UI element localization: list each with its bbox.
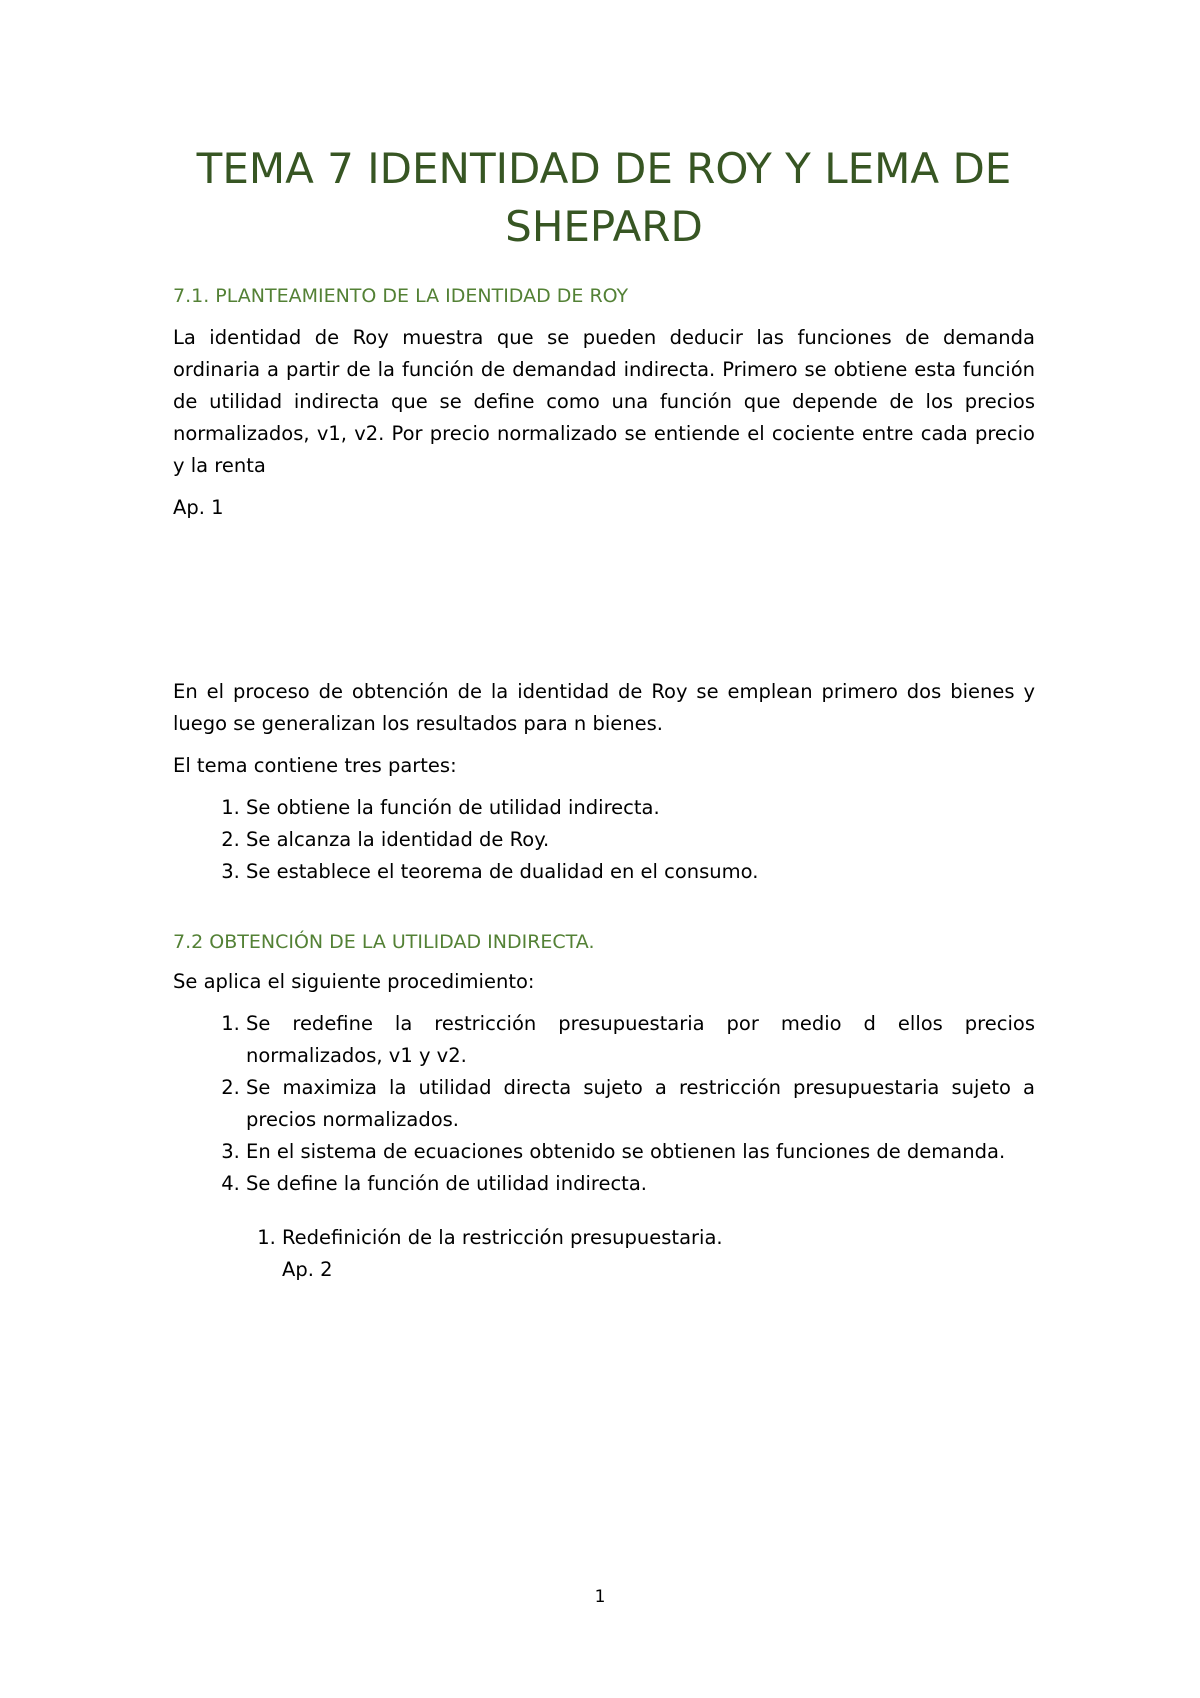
section1-parts-list (173, 792, 1035, 888)
appendix-reference-1: Ap. 1 (173, 496, 224, 519)
document-title: TEMA 7 IDENTIDAD DE ROY Y LEMA DE SHEPARD (196, 144, 1012, 251)
document-page (173, 140, 1035, 1286)
list-item (282, 1222, 1035, 1286)
substep-title: Redefinición de la restricción presupuestaria. (282, 1226, 723, 1249)
section-heading-7-2: 7.2 OBTENCIÓN DE LA UTILIDAD INDIRECTA. (173, 931, 595, 953)
section2-substeps-list (173, 1222, 1035, 1286)
section2-steps-list (173, 1008, 1035, 1200)
list-item: 2. Se alcanza la identidad de Roy. (246, 824, 1035, 856)
section1-intro-paragraph: La identidad de Roy muestra que se pueden deducir las funciones de demanda ordinaria a partir de la función de demandad indirecta. Primero se obtiene esta función de utilidad indirecta que se define como una función que depende de los precios normalizados, v1, v2. Por precio normalizado se entiende el cociente entre cada precio y la renta (173, 326, 1035, 477)
list-item: 2. Se maximiza la utilidad directa sujeto a restricción presupuestaria sujeto a precios normalizados. (246, 1072, 1035, 1136)
list-item: 3. En el sistema de ecuaciones obtenido se obtienen las funciones de demanda. (246, 1136, 1035, 1168)
section2-intro: Se aplica el siguiente procedimiento: (173, 970, 535, 993)
list-item: 4. Se define la función de utilidad indirecta. (246, 1168, 1035, 1200)
list-item: 3. Se establece el teorema de dualidad en el consumo. (246, 856, 1035, 888)
section1-process-paragraph: En el proceso de obtención de la identidad de Roy se emplean primero dos bienes y luego se generalizan los resultados para n bienes. (173, 680, 1035, 735)
list-item: 1. Se obtiene la función de utilidad indirecta. (246, 792, 1035, 824)
list-item: 1. Se redefine la restricción presupuestaria por medio d ellos precios normalizados, v1 y v2. (246, 1008, 1035, 1072)
section-heading-7-1: 7.1. PLANTEAMIENTO DE LA IDENTIDAD DE ROY (173, 285, 629, 307)
appendix-reference-2: Ap. 2 (282, 1258, 333, 1281)
appendix-space (173, 524, 1035, 664)
section1-parts-intro: El tema contiene tres partes: (173, 754, 457, 777)
page-number: 1 (594, 1587, 606, 1607)
